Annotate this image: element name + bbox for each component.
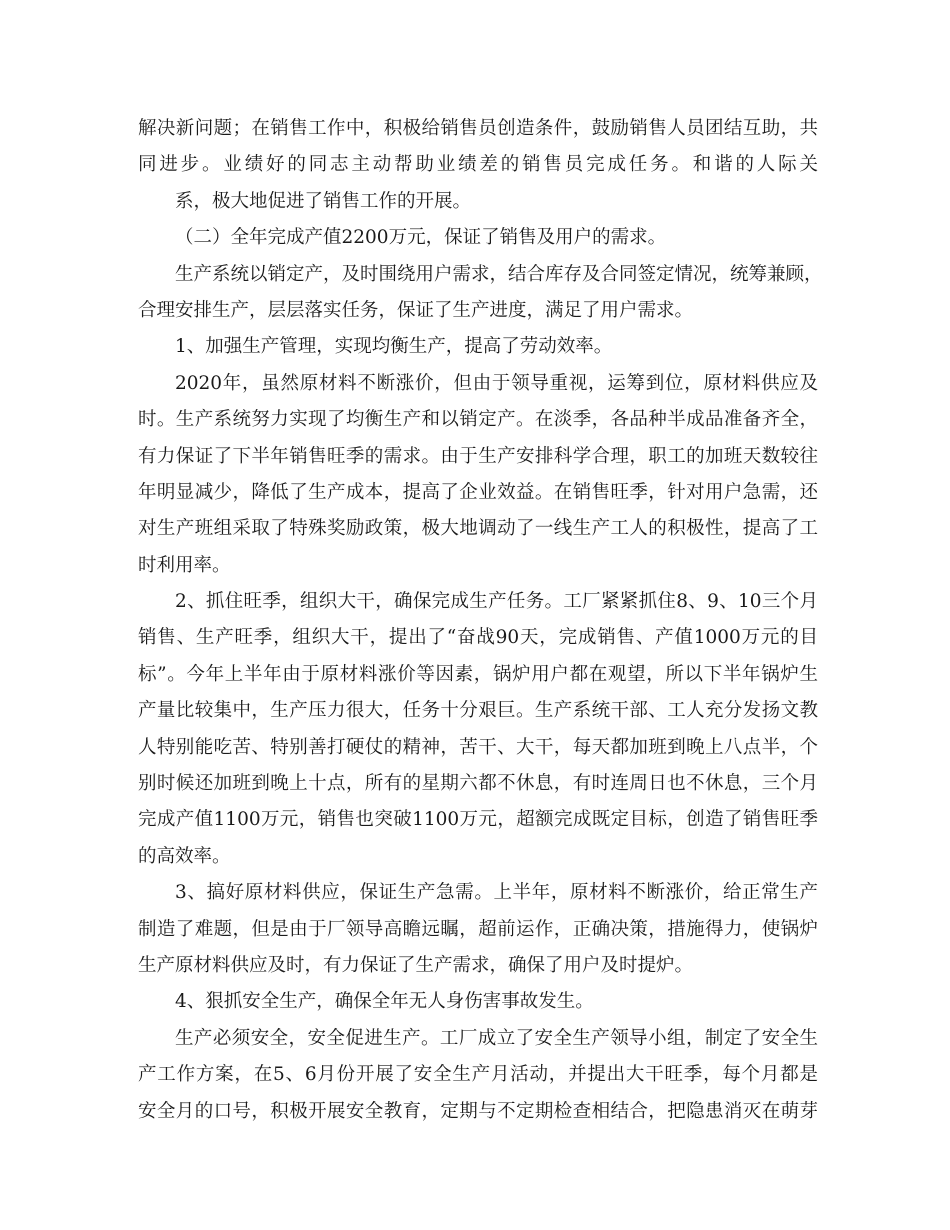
- text-line: 的高效率。: [138, 845, 231, 867]
- text-line: 产量比较集中，生产压力很大，任务十分艰巨。生产系统干部、工人充分发扬文教: [138, 700, 818, 722]
- subsection-heading: 3、搞好原材料供应，保证生产急需。上半年，原材料不断涨价，给正常生产: [175, 882, 818, 904]
- section-heading: （二）全年完成产值2200万元，保证了销售及用户的需求。: [175, 227, 667, 249]
- text-line: 对生产班组采取了特殊奖励政策，极大地调动了一线生产工人的积极性，提高了工: [138, 518, 818, 540]
- text-line: 安全月的口号，积极开展安全教育，定期与不定期检查相结合，把隐患消灭在萌芽: [138, 1100, 818, 1122]
- text-line: 生产系统以销定产，及时围绕用户需求，结合库存及合同签定情况，统筹兼顾，: [175, 263, 823, 285]
- text-line: 产工作方案，在5、6月份开展了安全生产月活动，并提出大干旺季，每个月都是: [138, 1064, 818, 1086]
- text-line: 时利用率。: [138, 554, 231, 576]
- subsection-heading: 1、加强生产管理，实现均衡生产，提高了劳动效率。: [175, 336, 613, 358]
- text-line: 同进步。业绩好的同志主动帮助业绩差的销售员完成任务。和谐的人际关: [138, 154, 818, 176]
- text-line: 完成产值1100万元，销售也突破1100万元，超额完成既定目标，创造了销售旺季: [138, 809, 818, 831]
- text-line: 生产必须安全，安全促进生产。工厂成立了安全生产领导小组，制定了安全生: [175, 1027, 818, 1049]
- text-line: 解决新问题；在销售工作中，积极给销售员创造条件，鼓励销售人员团结互助，共: [138, 118, 818, 139]
- text-line: 标”。今年上半年由于原材料涨价等因素，锅炉用户都在观望，所以下半年锅炉生: [138, 663, 818, 685]
- text-line: 合理安排生产，层层落实任务，保证了生产进度，满足了用户需求。: [138, 299, 694, 321]
- text-line: 时。生产系统努力实现了均衡生产和以销定产。在淡季，各品种半成品准备齐全，: [138, 409, 818, 431]
- text-line: 有力保证了下半年销售旺季的需求。由于生产安排科学合理，职工的加班天数较往: [138, 445, 818, 467]
- text-line: 生产原材料供应及时，有力保证了生产需求，确保了用户及时提炉。: [138, 954, 694, 976]
- text-line: 别时候还加班到晚上十点，所有的星期六都不休息，有时连周日也不休息，三个月: [138, 773, 818, 795]
- text-line: 2020年，虽然原材料不断涨价，但由于领导重视，运筹到位，原材料供应及: [175, 372, 818, 394]
- subsection-heading: 2、抓住旺季，组织大干，确保完成生产任务。工厂紧紧抓住8、9、10三个月: [175, 591, 818, 613]
- text-line: 系，极大地促进了销售工作的开展。: [175, 190, 472, 212]
- text-line: 制造了难题，但是由于厂领导高瞻远瞩，超前运作，正确决策，措施得力，使锅炉: [138, 918, 818, 940]
- subsection-heading: 4、狠抓安全生产，确保全年无人身伤害事故发生。: [175, 991, 594, 1013]
- text-line: 人特别能吃苦、特别善打硬仗的精神，苦干、大干，每天都加班到晚上八点半，个: [138, 736, 818, 758]
- text-line: 销售、生产旺季，组织大干，提出了“奋战90天，完成销售、产值1000万元的目: [138, 627, 818, 649]
- text-line: 年明显减少，降低了生产成本，提高了企业效益。在销售旺季，针对用户急需，还: [138, 481, 818, 503]
- document-body: [138, 111, 823, 1130]
